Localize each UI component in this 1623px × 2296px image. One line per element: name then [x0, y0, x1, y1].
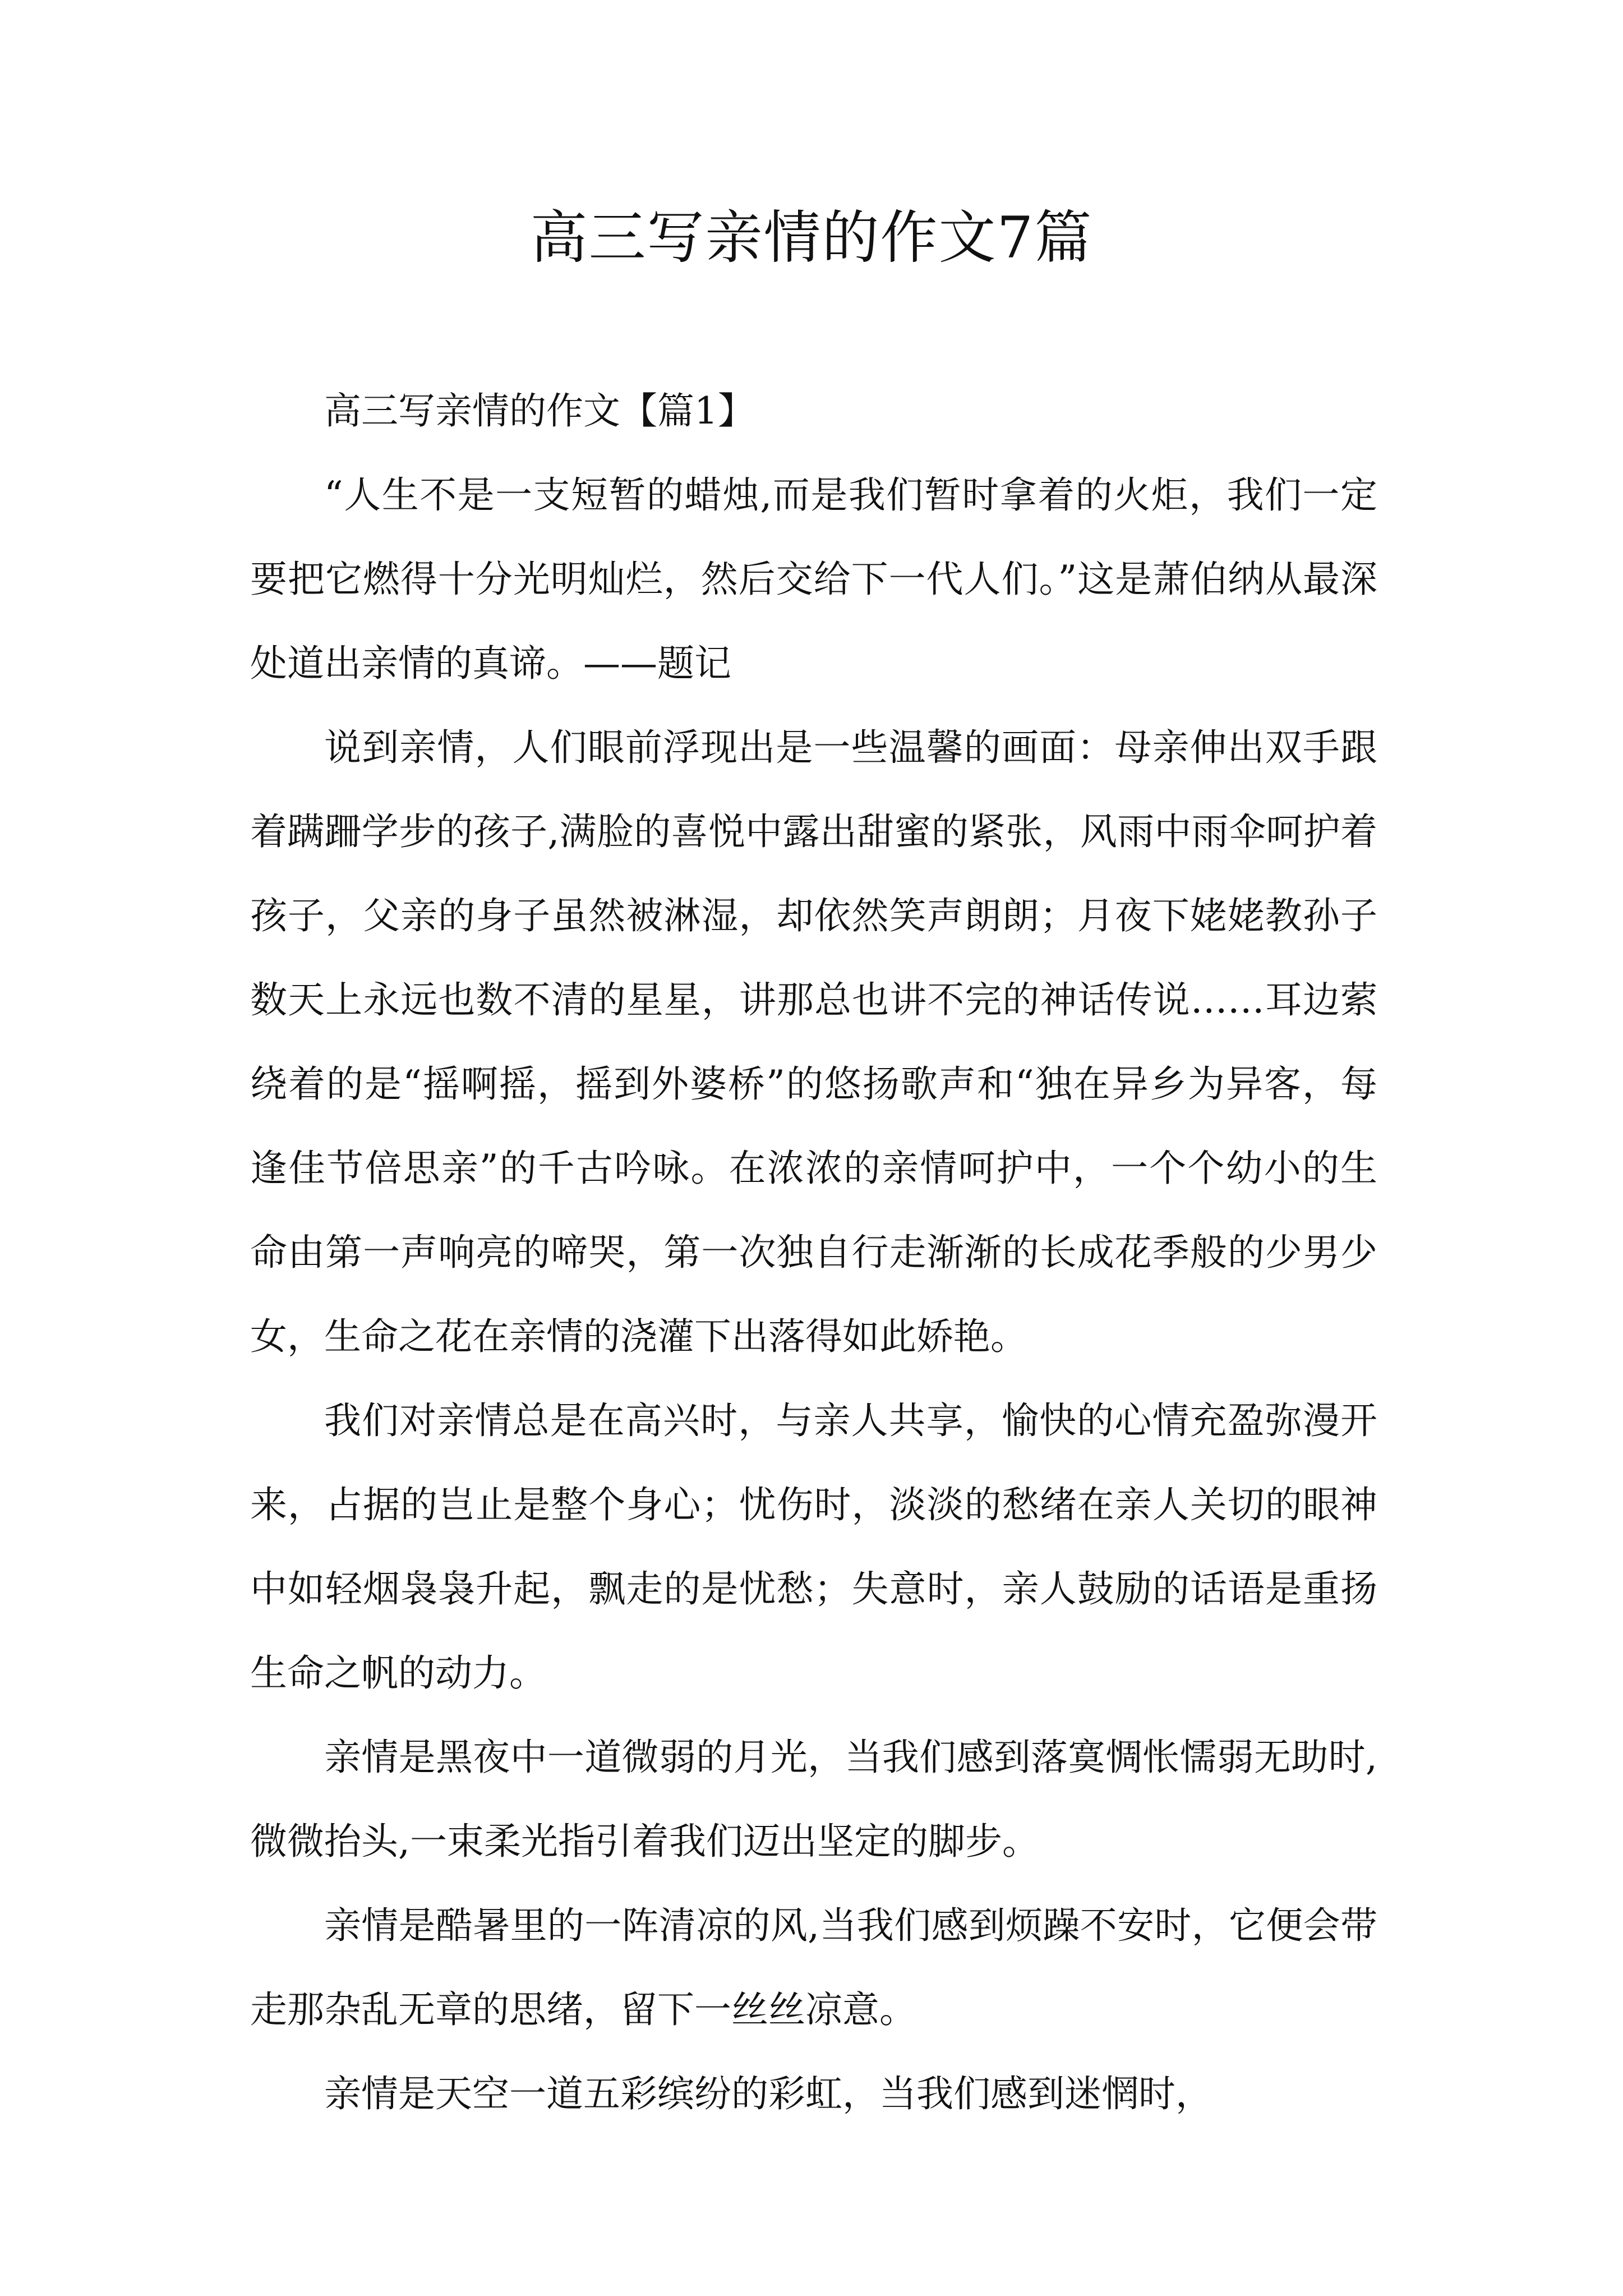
- paragraph: 我们对亲情总是在高兴时，与亲人共享，愉快的心情充盈弥漫开来，占据的岂止是整个身心；忧伤时，淡淡的愁绪在亲人关切的眼神中如轻烟袅袅升起，飘走的是忧愁；失意时，亲人鼓励的话语是重扬生命之帆的动力。: [250, 1399, 1377, 1695]
- section-heading: 高三写亲情的作文【篇1】: [324, 389, 755, 432]
- paragraph: 亲情是酷暑里的一阵清凉的风,当我们感到烦躁不安时，它便会带走那杂乱无章的思绪，留下一丝丝凉意。: [250, 1904, 1377, 2031]
- paragraph: 亲情是天空一道五彩缤纷的彩虹，当我们感到迷惘时，: [324, 2072, 1212, 2115]
- document-body: [250, 369, 1377, 2136]
- paragraph: 亲情是黑夜中一道微弱的月光，当我们感到落寞惆怅懦弱无助时,微微抬头,一束柔光指引着我们迈出坚定的脚步。: [250, 1736, 1377, 1863]
- document-title: 高三写亲情的作文7篇: [530, 205, 1093, 272]
- paragraph-epigraph: “人生不是一支短暂的蜡烛,而是我们暂时拿着的火炬，我们一定要把它燃得十分光明灿烂，然后交给下一代人们。”这是萧伯纳从最深处道出亲情的真谛。——题记: [250, 473, 1377, 685]
- paragraph: 说到亲情，人们眼前浮现出是一些温馨的画面：母亲伸出双手跟着蹒跚学步的孩子,满脸的喜悦中露出甜蜜的紧张，风雨中雨伞呵护着孩子，父亲的身子虽然被淋湿，却依然笑声朗朗；月夜下姥姥教孙子数天上永远也数不清的星星，讲那总也讲不完的神话传说……耳边萦绕着的是“摇啊摇，摇到外婆桥”的悠扬歌声和“独在异乡为异客，每逢佳节倍思亲”的千古吟咏。在浓浓的亲情呵护中，一个个幼小的生命由第一声响亮的啼哭，第一次独自行走渐渐的长成花季般的少男少女，生命之花在亲情的浇灌下出落得如此娇艳。: [250, 726, 1377, 1358]
